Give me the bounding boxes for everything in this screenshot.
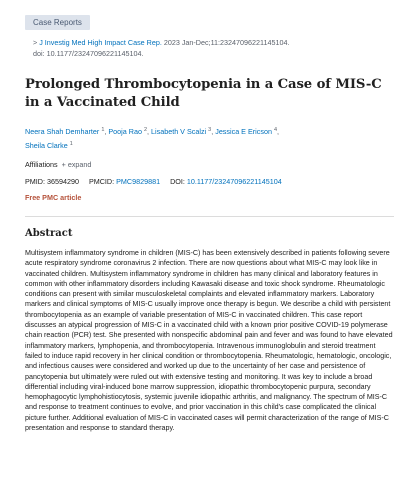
affiliation-number[interactable]: 1 [69,141,73,147]
affiliations-label: Affiliations [25,160,58,169]
doi-link[interactable]: 10.1177/23247096221145104 [186,177,282,186]
identifiers [25,177,394,186]
pmcid-label: PMCID: [88,177,115,186]
affiliation-number[interactable]: 1 [101,127,105,133]
publication-type-badge[interactable]: Case Reports [25,15,90,30]
author-link[interactable]: Jessica E Ericson [215,127,272,136]
abstract-heading: Abstract [25,228,73,239]
citation [25,37,394,59]
author-link[interactable]: Lisabeth V Scalzi [151,127,207,136]
affiliation-number[interactable]: 4 [273,127,278,133]
author-list: Neera Shah Demharter $^1$, Pooja Rao $^2$, Lisabeth V Scalzi $^3$, Jessica E Ericson $^4$, Sheila Clarke $^1$ [25,127,280,150]
abstract-text: Multisystem inflammatory syndrome in children (MIS-C) has been extensively described in patients following severe acute respiratory syndrome coronavirus 2 infection. There are now questions about what MIS-C may look like in vaccinated children. Multisystem inflammatory syndrome in children has many clinical and laboratory features in common with other inflammatory disorders including Kawasaki disease and toxic shock syndrome. Rheumatologic conditions can present with similar musculoskeletal complaints and elevated inflammatory markers. Laboratory markers and clinical symptoms of MIS-C usually improve once therapy is begun. We describe a child with persistent thrombocytopenia as an example of variable presentation of MIS-C in vaccinated children. This case report discusses an atypical progression of MIS-C in a vaccinated child with a known prior positive COVID-19 polymerase chain reaction (PCR) test. She presented with nonspecific abdominal pain and fever and was found to have elevated inflammatory markers, lymphopenia, and thrombocytopenia. Intravenous immunoglobulin and steroid treatment failed to induce rapid recovery in her clinical condition or thrombocytopenia. Rheumatologic, hematologic, oncologic, and infectious causes were considered and worked up due to the uncertainty of her case and persistence of pancytopenia but ultimately were ruled out with extensive testing and monitoring. It was key to include a broad differential including viral-induced bone marrow suppression, idiopathic thrombocytopenic purpura, secondary hemophagocytic lymphohistiocytosis, systemic juvenile idiopathic arthritis, and malignancy. The spectrum of MIS-C and response to treatment continues to evolve, and prior vaccination in this child's case complicated the clinical picture further. Additional evaluation of MIS-C in vaccinated cases will permit characterization of the range of MIS-C presentation and response to standard therapy. [25,249,393,433]
pmcid-link[interactable]: PMC9829881 [116,177,161,186]
pmid-label: PMID: [25,177,45,186]
pmid-value: 36594290 [46,177,79,186]
section-divider [25,216,394,217]
author-link[interactable]: Neera Shah Demharter [25,127,100,136]
journal-link[interactable]: J Investig Med High Impact Case Rep. [39,38,162,47]
affiliations-toggle[interactable] [25,160,394,169]
author-link[interactable]: Pooja Rao [108,127,142,136]
expand-button[interactable]: + expand [61,160,92,169]
article-title: Prolonged Thrombocytopenia in a Case of MIS-C in a Vaccinated Child [25,77,382,110]
affiliation-number[interactable]: 2 [143,127,148,133]
free-pmc-article-label: Free PMC article [25,193,82,202]
author-link[interactable]: Sheila Clarke [25,141,68,150]
chevron-right-icon: > [33,38,38,47]
affiliation-number[interactable]: 3 [208,127,212,133]
citation-details: 2023 Jan-Dec;11:23247096221145104. [161,38,290,47]
doi-label: DOI: [170,177,185,186]
citation-doi: doi: 10.1177/23247096221145104. [33,49,144,58]
